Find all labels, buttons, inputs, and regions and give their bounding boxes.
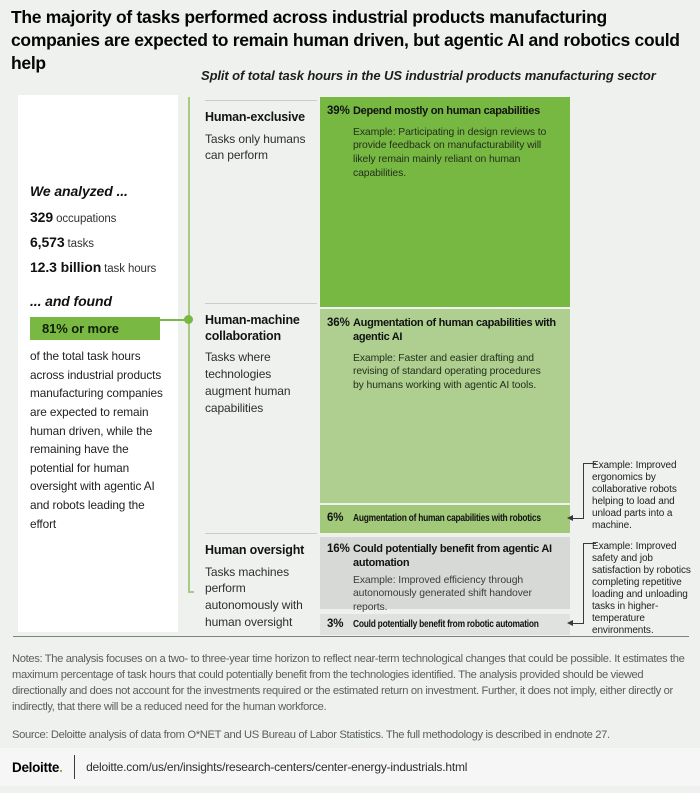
footer-separator [74,755,76,779]
segment-title: Augmentation of human capabilities with agentic AI [353,317,556,343]
stat-tasks [30,234,166,252]
category-human-oversight [205,533,317,631]
deloitte-logo: Deloitte. [12,759,63,775]
annotation-robotics-augmentation-example: Example: Improved ergonomics by collaborative robots helping to load and unload parts into a machine. [592,460,677,531]
segment-example: Example: Improved efficiency through autonomously generated shift handover reports. [353,574,532,613]
stat-occupations [30,209,166,227]
segment-percentage: 36% [327,317,350,329]
page-title: The majority of tasks performed across industrial products manufacturing companies are expected to remain human driven, but agentic AI and robotics could help [11,7,680,73]
highlight-81-percent: 81% or more [30,317,160,340]
annotation-bracket-2-foot [573,623,584,624]
segment-percentage: 6% [327,512,344,525]
segment-title: Augmentation of human capabilities with robotics [353,512,541,525]
bar-segment-16-agentic-ai-automation [320,537,570,613]
bar-segment-3-robotic-automation [320,614,570,635]
found-heading: ... and found [30,293,112,309]
annotation-arrow-1-icon [567,515,573,521]
stat-tasks-label: tasks [67,238,94,250]
task-split-chart [0,60,700,636]
analysis-summary-card [18,95,178,632]
highlight-connector-dot [184,315,193,324]
segment-example: Example: Participating in design reviews to provide feedback on manufacturability will likely remain mainly reliant on human capabilities. [353,126,547,179]
chart-subtitle: Split of total task hours in the US industrial products manufacturing sector [201,68,656,83]
stat-task-hours-label: task hours [104,263,157,275]
category-description: Tasks only humans can perform [205,131,306,163]
bar-segment-6-robotics-augmentation [320,505,570,533]
annotation-bracket-1-foot [573,518,584,519]
bar-segment-39-human-capabilities [320,97,570,307]
notes-text: Notes: The analysis focuses on a two- to three-year time horizon to reflect near-term technological changes that could be possible. It estimates the maximum percentage of task hours that could potentially benefit from the technologies identified. The analysis provided should be viewed directionally and does not account for the investments required or the estimated return on investment. Further, it does not imply, either directly or indirectly, that there will be a reduced need for the human workforce. [12,653,685,713]
stat-occupations-label: occupations [56,213,117,225]
finding-description: of the total task hours across industrial products manufacturing companies are expected to remain human driven, while the remaining have the potential for human oversight with agentic AI and robots leading the effort [30,349,163,531]
annotation-arrow-2-icon [567,620,573,626]
annotation-bracket-1 [583,463,596,519]
segment-title: Could potentially benefit from robotic automation [353,617,539,630]
category-human-exclusive [205,100,317,164]
category-name: Human oversight [205,543,305,557]
deloitte-logo-dot: . [59,759,63,775]
source-text: Source: Deloitte analysis of data from O*NET and US Bureau of Labor Statistics. The full methodology is described in endnote 27. [12,729,610,741]
bar-segment-36-agentic-ai-augmentation [320,309,570,503]
category-guide-line [188,97,190,593]
category-description: Tasks where technologies augment human capabilities [205,350,291,415]
category-description: Tasks machines perform autonomously with human oversight [205,564,303,630]
stat-task-hours-value: 12.3 billion [30,259,102,275]
stat-task-hours [30,259,166,277]
category-name: Human-machine collaboration [205,313,300,343]
annotation-bracket-2 [583,543,596,624]
category-human-machine-collaboration [205,303,317,416]
segment-title: Could potentially benefit from agentic AI automation [353,543,552,569]
stat-occupations-value: 329 [30,209,54,225]
annotation-robotic-automation-example: Example: Improved safety and job satisfaction by robotics completing repetitive loading and unloading tasks in higher-temperature environments. [592,541,691,636]
segment-example: Example: Faster and easier drafting and revising of standard operating procedures by humans working with agentic AI tools. [353,352,541,391]
analyzed-heading: We analyzed ... [30,183,128,199]
segment-percentage: 16% [327,543,350,555]
category-name: Human-exclusive [205,110,305,124]
segment-title: Depend mostly on human capabilities [353,105,540,117]
segment-percentage: 39% [327,105,350,117]
stat-tasks-value: 6,573 [30,234,65,250]
footer [0,748,700,786]
notes-divider [13,636,689,637]
segment-percentage: 3% [327,617,344,630]
footer-url[interactable]: deloitte.com/us/en/insights/research-centers/center-energy-industrials.html [86,760,468,774]
